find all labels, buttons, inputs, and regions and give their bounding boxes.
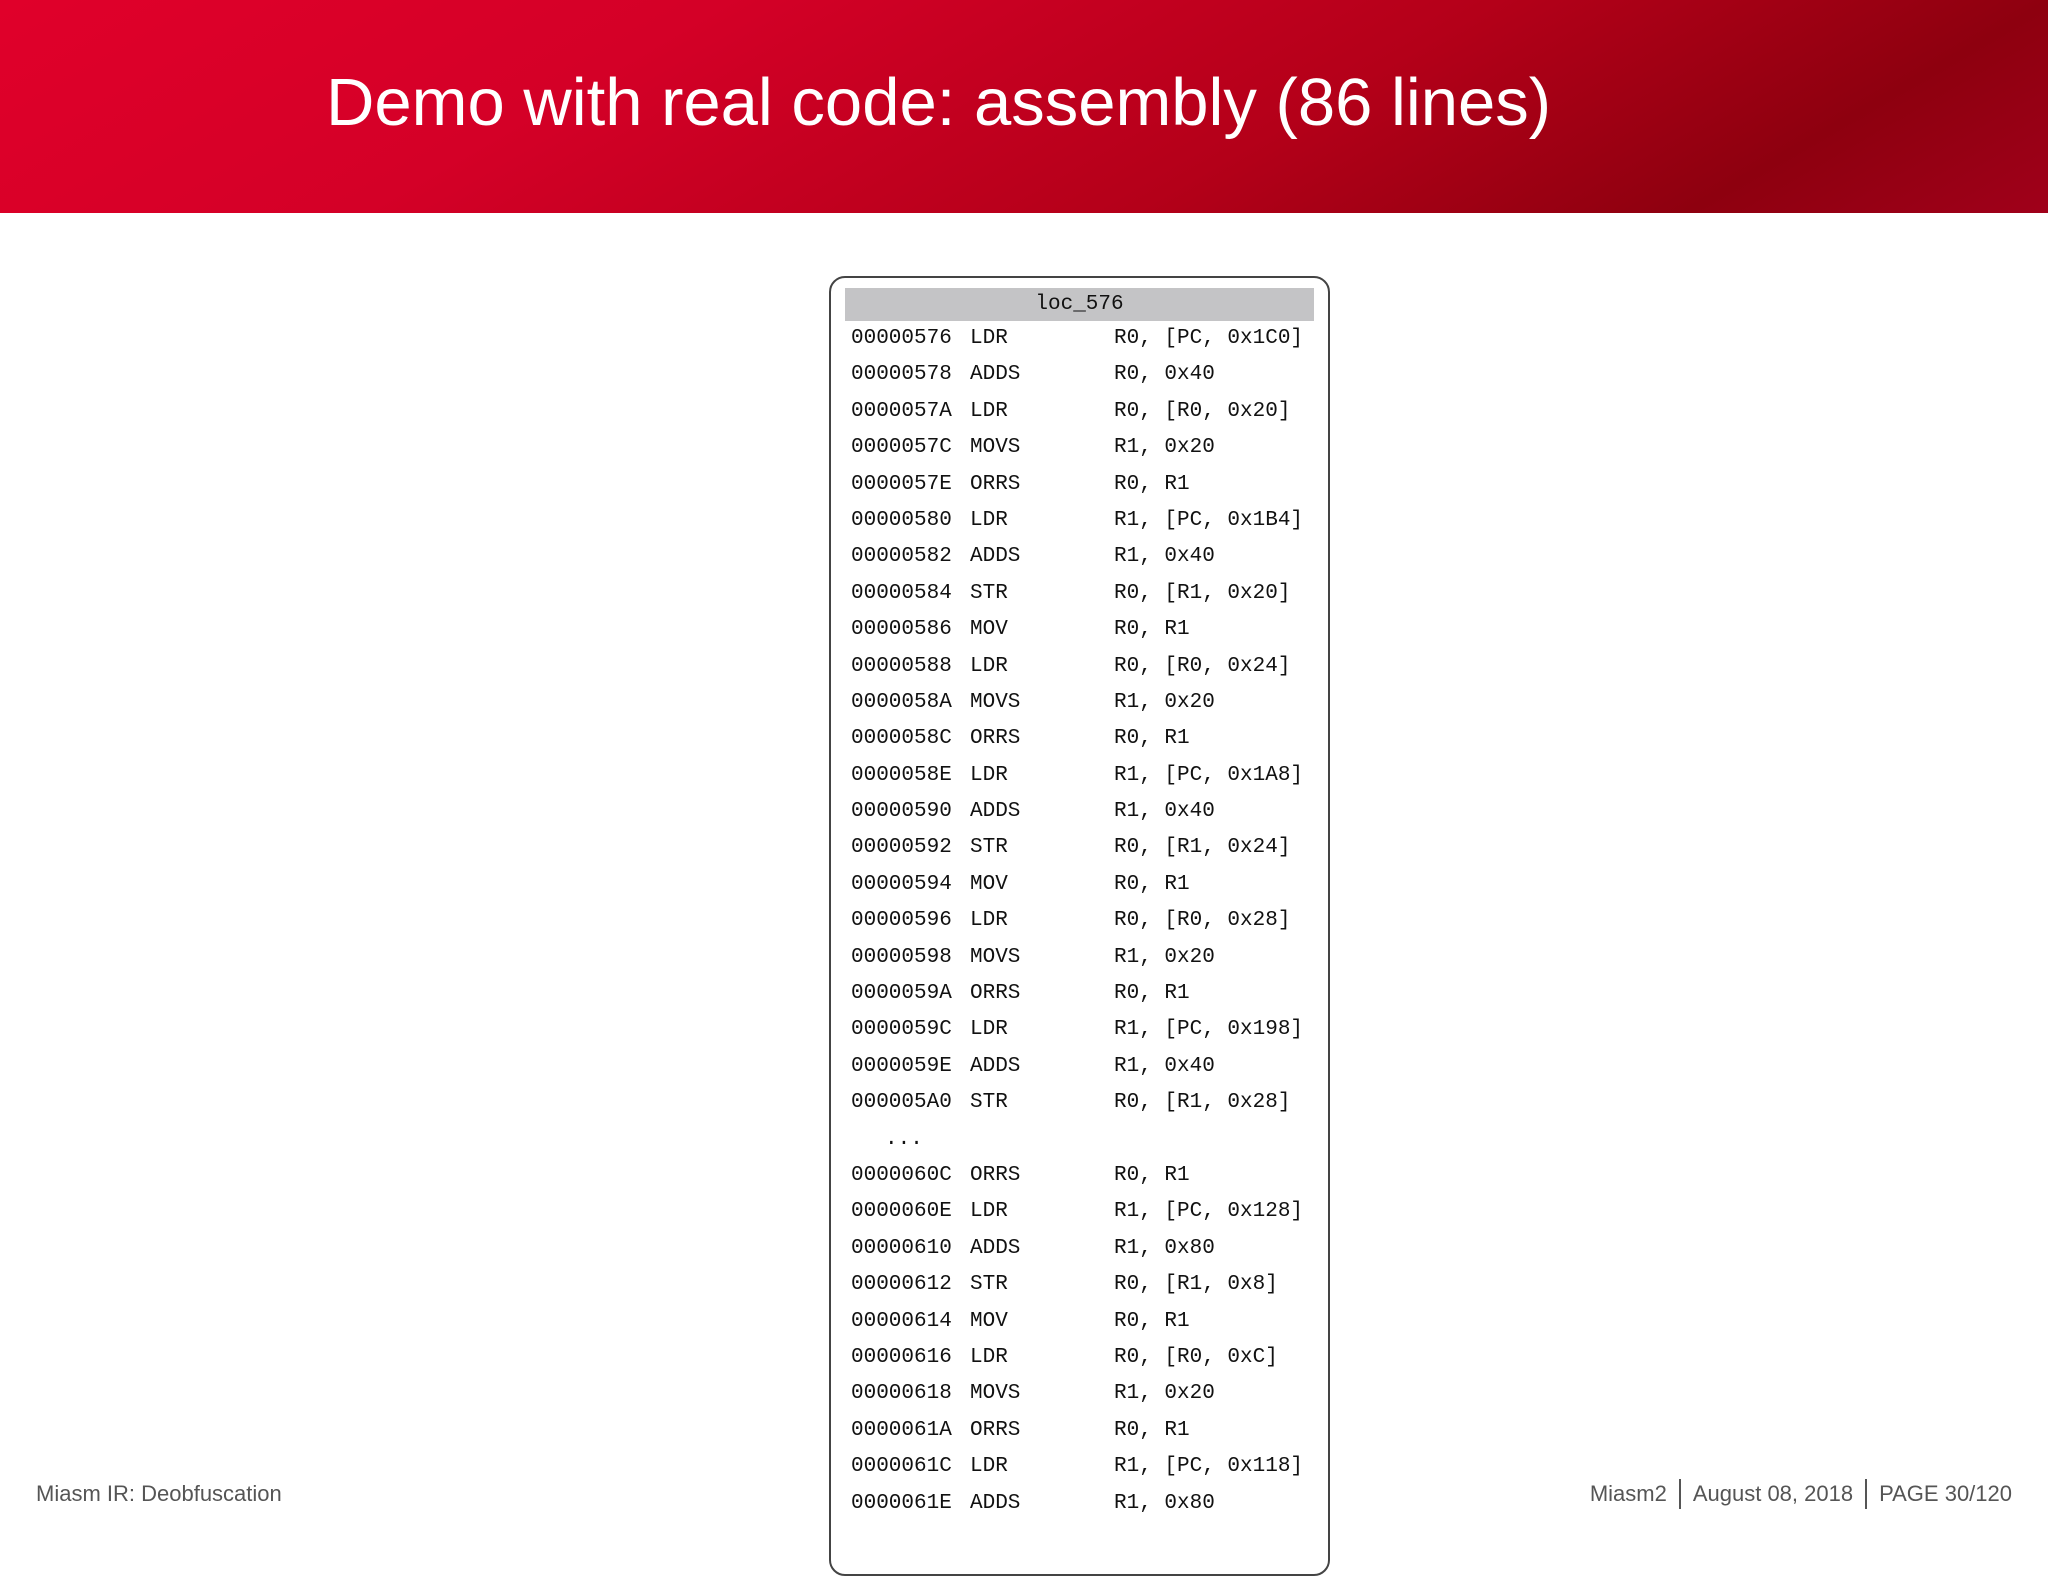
instruction-operands: R0, R1 (1114, 727, 1190, 751)
instruction-operands: R1, [PC, 0x128] (1114, 1200, 1304, 1224)
instruction-mnemonic: LDR (970, 1345, 1008, 1369)
instruction-address: 00000588 (851, 654, 952, 678)
footer-project: Miasm2 (1589, 1481, 1667, 1506)
instruction-address: 00000612 (851, 1273, 952, 1297)
instruction-address: 00000586 (851, 618, 952, 642)
code-line (831, 940, 1328, 976)
instruction-address: 00000614 (851, 1309, 952, 1333)
instruction-address: 0000057E (851, 472, 952, 496)
footer-talk-title: Miasm IR: Deobfuscation (36, 1481, 282, 1506)
instruction-operands: R0, R1 (1114, 1418, 1190, 1442)
instruction-mnemonic: ORRS (970, 472, 1021, 496)
instruction-address: 0000061E (851, 1491, 952, 1515)
instruction-mnemonic: MOV (970, 1309, 1008, 1333)
instruction-mnemonic: ORRS (970, 727, 1021, 751)
instruction-mnemonic: ADDS (970, 545, 1021, 569)
code-line (831, 1449, 1328, 1485)
instruction-mnemonic: MOV (970, 872, 1008, 896)
instruction-mnemonic: MOVS (970, 690, 1021, 714)
code-line (831, 612, 1328, 648)
instruction-operands: R1, 0x80 (1114, 1236, 1215, 1260)
instruction-operands: R0, [R1, 0x28] (1114, 1091, 1291, 1115)
code-line (831, 539, 1328, 575)
code-line (831, 1376, 1328, 1412)
instruction-address: 00000618 (851, 1382, 952, 1406)
instruction-operands: R1, [PC, 0x118] (1114, 1455, 1304, 1479)
instruction-address: 0000057A (851, 399, 952, 423)
instruction-address: 0000059E (851, 1054, 952, 1078)
instruction-address: 0000061A (851, 1418, 952, 1442)
code-line (831, 903, 1328, 939)
code-line (831, 1194, 1328, 1230)
instruction-operands: R0, R1 (1114, 1163, 1190, 1187)
instruction-operands: R0, [R0, 0xC] (1114, 1345, 1278, 1369)
code-line (831, 649, 1328, 685)
code-line (831, 976, 1328, 1012)
code-line (831, 357, 1328, 393)
instruction-mnemonic: LDR (970, 1455, 1008, 1479)
instruction-mnemonic: LDR (970, 1018, 1008, 1042)
instruction-address: 0000059C (851, 1018, 952, 1042)
code-line (831, 1267, 1328, 1303)
instruction-operands: R0, [R1, 0x8] (1114, 1273, 1278, 1297)
instruction-mnemonic: STR (970, 1273, 1008, 1297)
instruction-address: 0000058C (851, 727, 952, 751)
instruction-address: 0000057C (851, 436, 952, 460)
footer-page-number: PAGE 30/120 (1879, 1481, 2012, 1506)
slide-title: Demo with real code: assembly (86 lines) (326, 65, 1552, 140)
instruction-operands: R1, 0x20 (1114, 690, 1215, 714)
instruction-operands: R0, [R0, 0x24] (1114, 654, 1291, 678)
instruction-mnemonic: ADDS (970, 1054, 1021, 1078)
instruction-mnemonic: LDR (970, 909, 1008, 933)
footer-separator (1679, 1479, 1681, 1509)
instruction-address: 0000060C (851, 1163, 952, 1187)
instruction-mnemonic: ORRS (970, 982, 1021, 1006)
instruction-mnemonic: MOVS (970, 945, 1021, 969)
code-line (831, 1158, 1328, 1194)
instruction-address: 00000610 (851, 1236, 952, 1260)
instruction-mnemonic: MOVS (970, 436, 1021, 460)
code-line (831, 1413, 1328, 1449)
code-line (831, 1012, 1328, 1048)
instruction-address: 00000590 (851, 800, 952, 824)
instruction-address: 00000582 (851, 545, 952, 569)
instruction-address: 00000580 (851, 508, 952, 532)
instruction-mnemonic: ADDS (970, 1491, 1021, 1515)
instruction-operands: R1, [PC, 0x1B4] (1114, 508, 1304, 532)
code-line (831, 1304, 1328, 1340)
instruction-address: 00000576 (851, 327, 952, 350)
instruction-address: 00000584 (851, 581, 952, 605)
instruction-mnemonic: STR (970, 581, 1008, 605)
instruction-mnemonic: LDR (970, 508, 1008, 532)
instruction-address: 000005A0 (851, 1091, 952, 1115)
instruction-operands: R0, [R0, 0x28] (1114, 909, 1291, 933)
code-lines (831, 321, 1328, 1522)
instruction-mnemonic: ADDS (970, 363, 1021, 387)
code-line (831, 794, 1328, 830)
code-line (831, 830, 1328, 866)
instruction-address: 0000058A (851, 690, 952, 714)
instruction-address: 00000592 (851, 836, 952, 860)
code-ellipsis (831, 1122, 1328, 1158)
instruction-mnemonic: MOVS (970, 1382, 1021, 1406)
code-line (831, 576, 1328, 612)
instruction-address: 0000059A (851, 982, 952, 1006)
instruction-mnemonic: LDR (970, 399, 1008, 423)
instruction-operands: R1, 0x80 (1114, 1491, 1215, 1515)
instruction-operands: R1, 0x20 (1114, 1382, 1215, 1406)
instruction-address: 00000598 (851, 945, 952, 969)
code-line (831, 430, 1328, 466)
instruction-operands: R0, 0x40 (1114, 363, 1215, 387)
assembly-code-block (829, 276, 1330, 1576)
instruction-operands: R0, R1 (1114, 1309, 1190, 1333)
code-line (831, 1085, 1328, 1121)
instruction-mnemonic: ADDS (970, 800, 1021, 824)
instruction-operands: R0, [R0, 0x20] (1114, 399, 1291, 423)
instruction-mnemonic: STR (970, 1091, 1008, 1115)
instruction-operands: R0, R1 (1114, 618, 1190, 642)
code-line (831, 1486, 1328, 1522)
instruction-mnemonic: MOV (970, 618, 1008, 642)
instruction-address: 0000058E (851, 763, 952, 787)
instruction-address: 00000594 (851, 872, 952, 896)
code-line (831, 321, 1328, 357)
instruction-operands: R1, 0x40 (1114, 545, 1215, 569)
ellipsis-text: ... (885, 1127, 923, 1151)
instruction-operands: R0, [R1, 0x20] (1114, 581, 1291, 605)
code-line (831, 503, 1328, 539)
code-line (831, 721, 1328, 757)
instruction-operands: R0, R1 (1114, 982, 1190, 1006)
code-line (831, 394, 1328, 430)
instruction-operands: R1, 0x40 (1114, 1054, 1215, 1078)
instruction-mnemonic: LDR (970, 763, 1008, 787)
instruction-operands: R0, R1 (1114, 472, 1190, 496)
instruction-mnemonic: ORRS (970, 1163, 1021, 1187)
instruction-address: 0000060E (851, 1200, 952, 1224)
instruction-address: 00000578 (851, 363, 952, 387)
instruction-address: 00000616 (851, 1345, 952, 1369)
instruction-operands: R1, [PC, 0x1A8] (1114, 763, 1304, 787)
code-line (831, 1340, 1328, 1376)
footer-separator (1865, 1479, 1867, 1509)
instruction-mnemonic: LDR (970, 654, 1008, 678)
instruction-mnemonic: LDR (970, 1200, 1008, 1224)
instruction-address: 00000596 (851, 909, 952, 933)
instruction-mnemonic: STR (970, 836, 1008, 860)
code-line (831, 1049, 1328, 1085)
instruction-operands: R0, R1 (1114, 872, 1190, 896)
slide-header (0, 0, 2048, 213)
instruction-operands: R1, [PC, 0x198] (1114, 1018, 1304, 1042)
instruction-operands: R1, 0x20 (1114, 945, 1215, 969)
instruction-operands: R0, [R1, 0x24] (1114, 836, 1291, 860)
code-line (831, 1231, 1328, 1267)
instruction-mnemonic: ADDS (970, 1236, 1021, 1260)
instruction-mnemonic: LDR (970, 327, 1008, 350)
instruction-operands: R1, 0x40 (1114, 800, 1215, 824)
instruction-operands: R1, 0x20 (1114, 436, 1215, 460)
code-line (831, 758, 1328, 794)
code-line (831, 467, 1328, 503)
code-line (831, 867, 1328, 903)
instruction-operands: R0, [PC, 0x1C0] (1114, 327, 1304, 350)
instruction-mnemonic: ORRS (970, 1418, 1021, 1442)
code-block-label: loc_576 (845, 288, 1314, 321)
code-line (831, 685, 1328, 721)
footer-date: August 08, 2018 (1692, 1481, 1854, 1506)
instruction-address: 0000061C (851, 1455, 952, 1479)
footer-info (1590, 1479, 2012, 1509)
